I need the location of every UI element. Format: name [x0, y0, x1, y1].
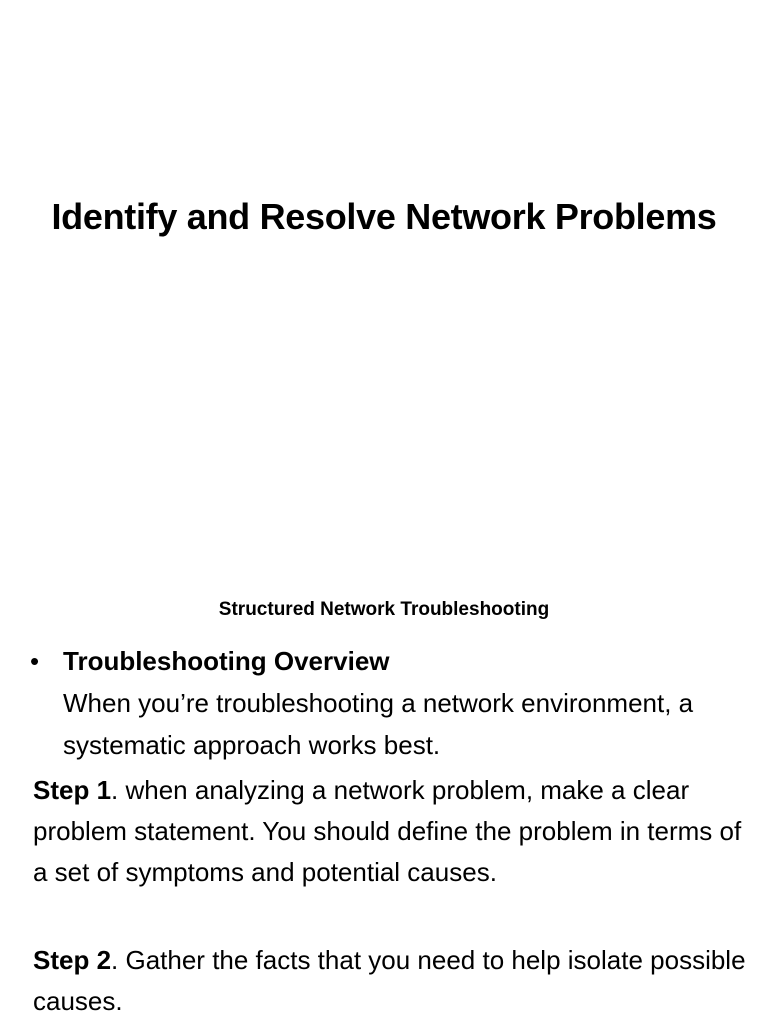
step-2-label: Step 2 [33, 945, 112, 975]
overview-text: When you’re troubleshooting a network environment, a systematic approach works best. [63, 688, 694, 760]
section-heading: Structured Network Troubleshooting [218, 599, 550, 620]
bullet-marker: • [30, 646, 40, 676]
step-1-text: . when analyzing a network problem, make a clear problem statement. You should define the problem in terms of a set of symptoms and potential causes. [33, 775, 742, 887]
step-2-text: . Gather the facts that you need to help isolate possible causes. [33, 945, 746, 1016]
overview-content [63, 640, 750, 766]
step-1-paragraph [33, 770, 753, 893]
overview-heading: Troubleshooting Overview [63, 646, 390, 676]
slide-title: Identify and Resolve Network Problems [51, 196, 717, 237]
step-1-label: Step 1 [33, 775, 112, 805]
overview-bullet [30, 640, 750, 766]
step-2-paragraph [33, 940, 753, 1022]
